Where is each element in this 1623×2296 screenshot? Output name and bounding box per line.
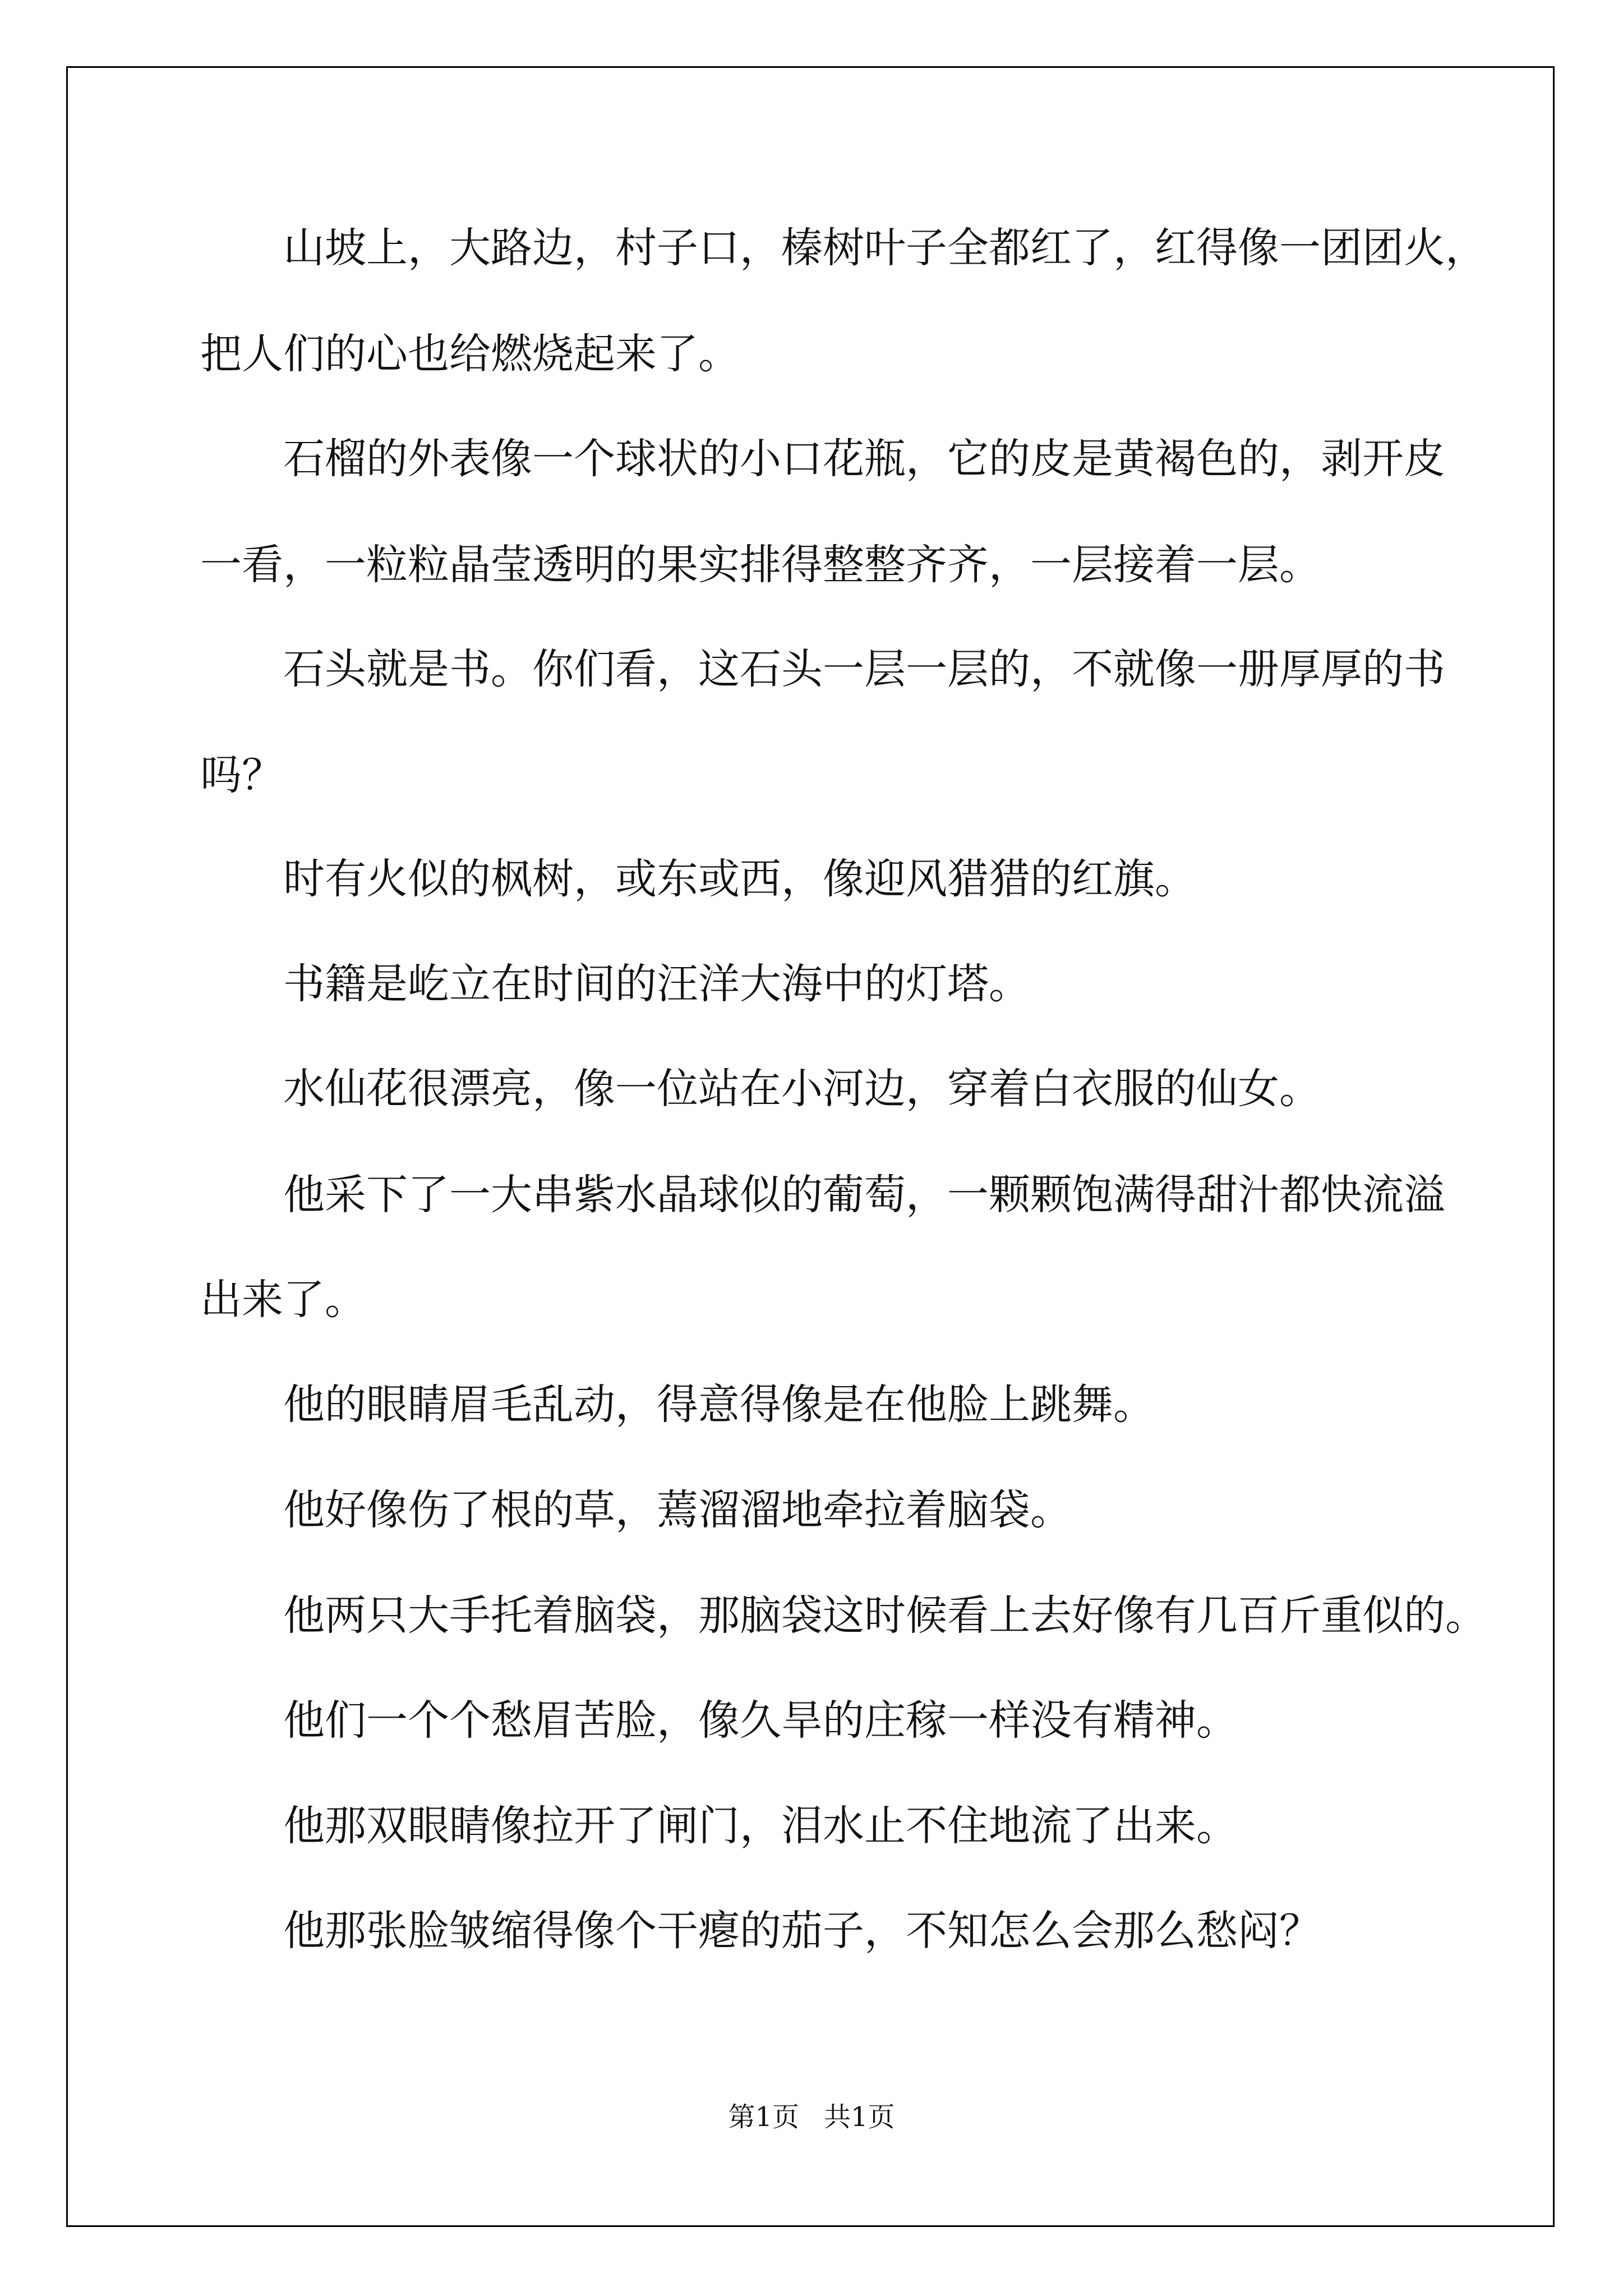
page-border — [66, 66, 1555, 2227]
paragraph-7-line-1: 他采下了一大串紫水晶球似的葡萄，一颗颗饱满得甜汁都快流溢 — [283, 1171, 1445, 1219]
paragraph-8: 他的眼睛眉毛乱动，得意得像是在他脸上跳舞。 — [283, 1381, 1155, 1429]
total-pages-label: 共1页 — [824, 2101, 895, 2133]
paragraph-3-line-1: 石头就是书。你们看，这石头一层一层的，不就像一册厚厚的书 — [283, 645, 1445, 693]
paragraph-10: 他两只大手托着脑袋，那脑袋这时候看上去好像有几百斤重似的。 — [283, 1591, 1487, 1640]
page-footer — [0, 2095, 1623, 2134]
paragraph-2-line-1: 石榴的外表像一个球状的小口花瓶，它的皮是黄褐色的，剥开皮 — [283, 435, 1445, 483]
paragraph-6: 水仙花很漂亮，像一位站在小河边，穿着白衣服的仙女。 — [283, 1065, 1321, 1113]
page-number-label: 第1页 — [728, 2101, 799, 2133]
paragraph-5: 书籍是屹立在时间的汪洋大海中的灯塔。 — [283, 960, 1030, 1008]
paragraph-2-line-2: 一看，一粒粒晶莹透明的果实排得整整齐齐，一层接着一层。 — [200, 541, 1321, 589]
paragraph-1-line-1: 山坡上，大路边，村子口，榛树叶子全都红了，红得像一团团火， — [283, 224, 1487, 272]
paragraph-12: 他那双眼睛像拉开了闸门，泪水止不住地流了出来。 — [283, 1802, 1238, 1850]
paragraph-4: 时有火似的枫树，或东或西，像迎风猎猎的红旗。 — [283, 855, 1196, 903]
paragraph-13: 他那张脸皱缩得像个干瘪的茄子，不知怎么会那么愁闷？ — [283, 1907, 1321, 1955]
paragraph-1-line-2: 把人们的心也给燃烧起来了。 — [200, 330, 740, 378]
paragraph-9: 他好像伤了根的草，蔫溜溜地牵拉着脑袋。 — [283, 1486, 1072, 1534]
paragraph-7-line-2: 出来了。 — [200, 1276, 366, 1324]
paragraph-11: 他们一个个愁眉苦脸，像久旱的庄稼一样没有精神。 — [283, 1696, 1238, 1745]
paragraph-3-line-2: 吗？ — [200, 751, 283, 799]
